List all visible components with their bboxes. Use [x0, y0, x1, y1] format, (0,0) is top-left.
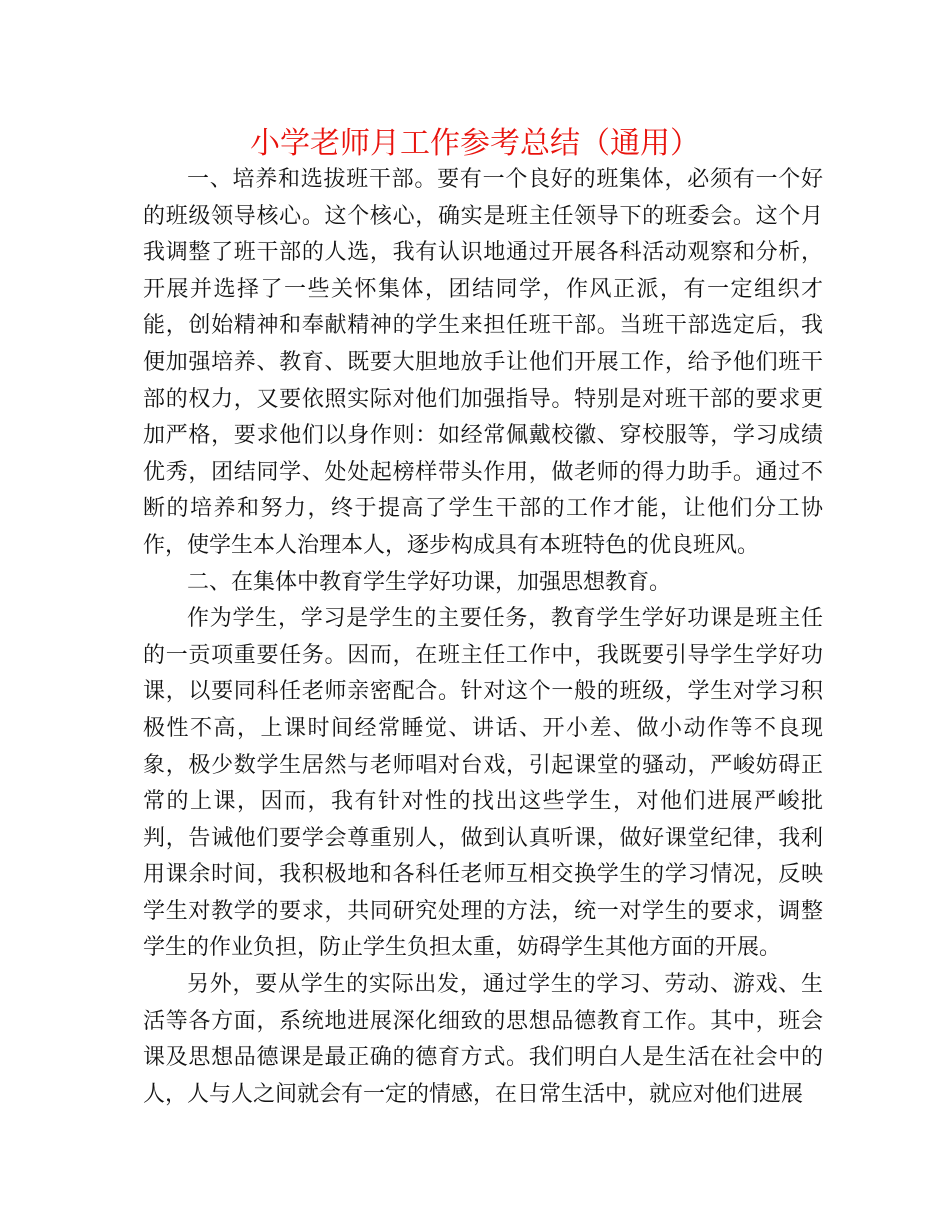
document-body [143, 162, 823, 1113]
paragraph-4: 另外，要从学生的实际出发，通过学生的学习、劳动、游戏、生活等各方面，系统地进展深化细致的思想品德教育工作。其中，班会课及思想品德课是最正确的德育方式。我们明白人是生活在社会中的人，人与人之间就会有一定的情感，在日常生活中，就应对他们进展 [143, 972, 823, 1107]
paragraph-1: 一、培养和选拔班干部。要有一个良好的班集体，必须有一个好的班级领导核心。这个核心，确实是班主任领导下的班委会。这个月我调整了班干部的人选，我有认识地通过开展各科活动观察和分析，开展并选择了一些关怀集体，团结同学，作风正派，有一定组织才能，创始精神和奉献精神的学生来担任班干部。当班干部选定后，我便加强培养、教育、既要大胆地放手让他们开展工作，给予他们班干部的权力，又要依照实际对他们加强指导。特别是对班干部的要求更加严格，要求他们以身作则：如经常佩戴校徽、穿校服等，学习成绩优秀，团结同学、处处起榜样带头作用，做老师的得力助手。通过不断的培养和努力，终于提高了学生干部的工作才能，让他们分工协作，使学生本人治理本人，逐步构成具有本班特色的优良班风。 [143, 167, 823, 558]
paragraph-2: 二、在集体中教育学生学好功课，加强思想教育。 [187, 569, 672, 595]
paragraph-3: 作为学生，学习是学生的主要任务，教育学生学好功课是班主任的一贡项重要任务。因而，在班主任工作中，我既要引导学生学好功课，以要同科任老师亲密配合。针对这个一般的班级，学生对学习积极性不高，上课时间经常睡觉、讲话、开小差、做小动作等不良现象，极少数学生居然与老师唱对台戏，引起课堂的骚动，严峻妨碍正常的上课，因而，我有针对性的找出这些学生，对他们进展严峻批判，告诫他们要学会尊重别人，做到认真听课，做好课堂纪律，我利用课余时间，我积极地和各科任老师互相交换学生的学习情况，反映学生对教学的要求，共同研究处理的方法，统一对学生的要求，调整学生的作业负担，防止学生负担太重，妨碍学生其他方面的开展。 [143, 606, 823, 961]
document-title: 小学老师月工作参考总结（通用） [250, 126, 700, 161]
